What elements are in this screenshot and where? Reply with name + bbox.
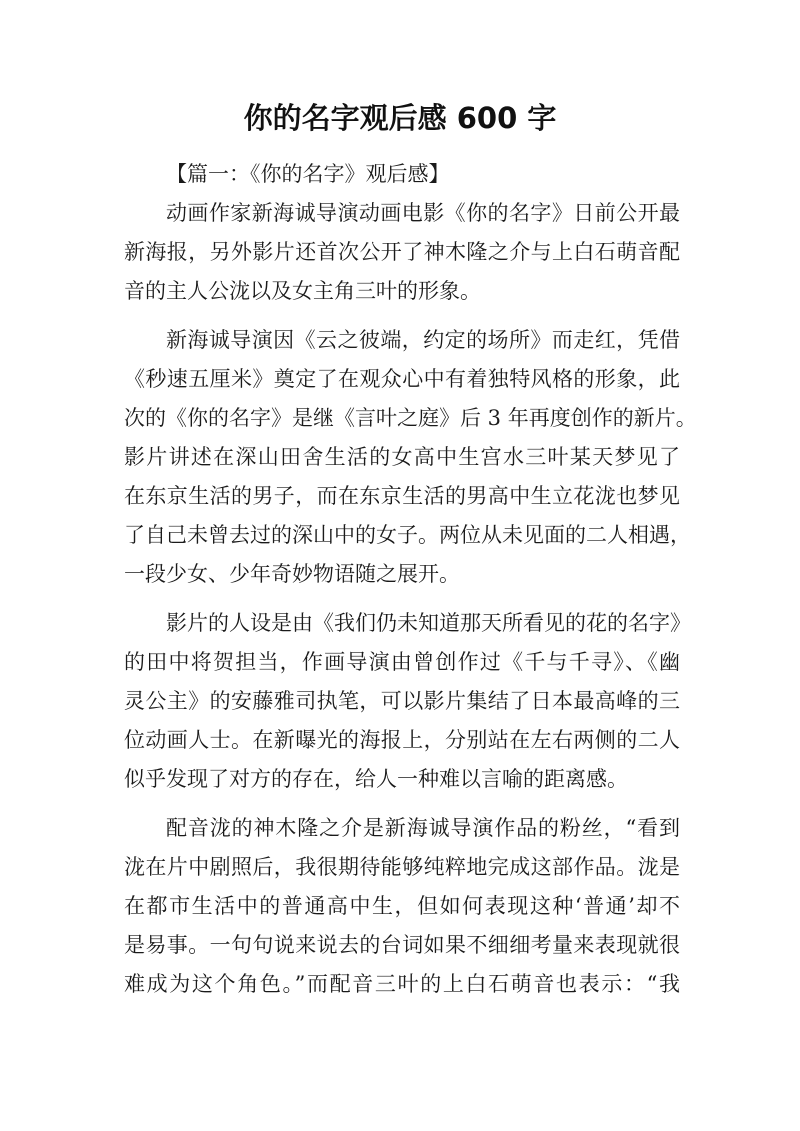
paragraph-line: 似乎发现了对方的存在，给人一种难以言喻的距离感。 <box>124 767 628 791</box>
paragraph-2 <box>124 321 697 594</box>
paragraph-line: 在东京生活的男子，而在东京生活的男高中生立花泷也梦见 <box>124 484 680 508</box>
paragraph-line: 次的《你的名字》是继《言叶之庭》后 3 年再度创作的新片。 <box>124 406 697 430</box>
paragraph-1 <box>124 194 680 311</box>
paragraph-line: 影片讲述在深山田舍生活的女高中生宫水三叶某天梦见了 <box>124 445 680 469</box>
paragraph-line: 了自己未曾去过的深山中的女子。两位从未见面的二人相遇， <box>124 523 691 547</box>
paragraph-line: 《秒速五厘米》奠定了在观众心中有着独特风格的形象，此 <box>124 367 680 391</box>
paragraph-line: 动画作家新海诚导演动画电影《你的名字》日前公开最 <box>166 201 680 225</box>
paragraph-line: 新海诚导演因《云之彼端，约定的场所》而走红，凭借 <box>166 328 680 352</box>
paragraph-line: 是易事。一句句说来说去的台词如果不细细考量来表现就很 <box>124 933 680 957</box>
paragraph-line: 难成为这个角色。”而配音三叶的上白石萌音也表示：“我 <box>124 972 680 996</box>
paragraph-line: 的田中将贺担当，作画导演由曾创作过《千与千寻》、《幽 <box>124 650 680 674</box>
document-title: 你的名字观后感 600 字 <box>243 101 557 135</box>
paragraph-line: 灵公主》的安藤雅司执笔，可以影片集结了日本最高峰的三 <box>124 689 680 713</box>
paragraph-line: 泷在片中剧照后，我很期待能够纯粹地完成这部作品。泷是 <box>124 855 680 879</box>
paragraph-3 <box>124 604 691 799</box>
section-heading: 【篇一：《你的名字》观后感】 <box>166 162 450 186</box>
paragraph-line: 新海报，另外影片还首次公开了神木隆之介与上白石萌音配 <box>124 240 680 264</box>
paragraph-line: 位动画人士。在新曝光的海报上，分别站在左右两侧的二人 <box>124 728 680 752</box>
paragraph-4 <box>124 809 680 1004</box>
paragraph-line: 一段少女、少年奇妙物语随之展开。 <box>124 562 460 586</box>
paragraph-line: 在都市生活中的普通高中生，但如何表现这种‘普通’却不 <box>124 894 680 918</box>
paragraph-line: 影片的人设是由《我们仍未知道那天所看见的花的名字》 <box>166 611 691 635</box>
document-body <box>124 155 697 1014</box>
paragraph-line: 音的主人公泷以及女主角三叶的形象。 <box>124 279 481 303</box>
paragraph-line: 配音泷的神木隆之介是新海诚导演作品的粉丝，“看到 <box>166 816 680 840</box>
